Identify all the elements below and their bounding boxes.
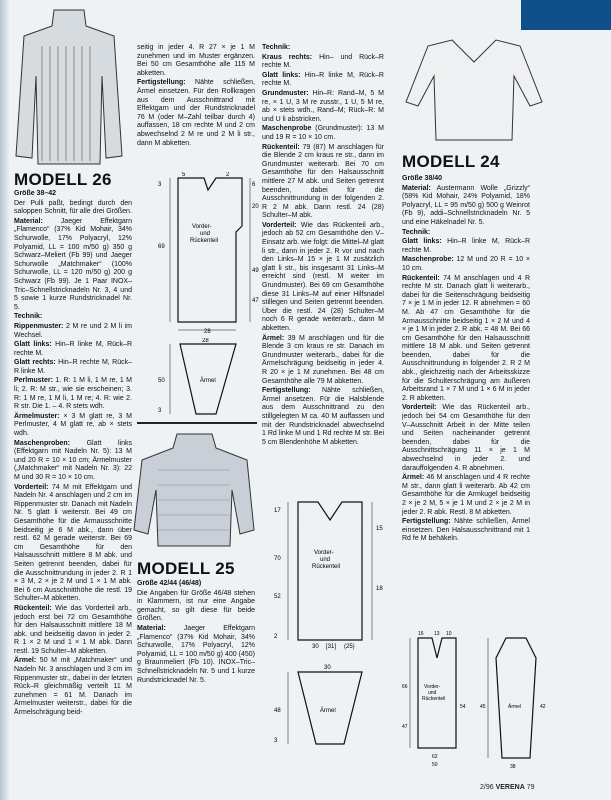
rueck-text: 74 M anschlagen und 4 R rechte M str. Danach glatt li weiterarb., dabei für die Seitenschrägung beidseitig 7 × je 1 M in jeder 12. R abnehmen = 60 M. Ab 47 cm Gesamthöhe für die Armausschnitte beidseitig 1 × 2 M und 4 × je 1 M in jeder 2. R abk. = 48 M. Bei 66 cm Gesamthöhe für den Halsausschnitt mittlere 18 M abk. und Seiten getrennt beenden, dabei für die Ausschnittrundung in folgender 2. R 2 M abk., gleichzeitig nach der Arbeitsskizze für die Schulterschrägung am äußeren Arbeitsrand 1 × 7 M und 1 × 6 M in jeder 2. R abketten. — [402, 274, 530, 402]
column-1 — [14, 190, 132, 719]
dim-w50: 50 — [432, 762, 438, 768]
material-label: Material: — [137, 624, 166, 632]
modell-25-title: MODELL 25 — [137, 559, 235, 578]
kraus-label: Kraus rechts: — [262, 53, 313, 61]
armel-muster-text: × 3 M glatt re, 3 M Perlmuster, 4 M glatt re, ab × stets wdh. — [14, 412, 132, 438]
dim-69: 69 — [158, 244, 165, 250]
kraus-text: Hin– und Rück–R rechte M. — [262, 53, 384, 70]
dim-20: 20 — [252, 204, 259, 210]
material-label: Material: — [402, 184, 431, 192]
dim-w28: 28 — [202, 338, 209, 344]
col2-text: seitig in jeder 4. R 27 × je 1 M zunehmen und im Muster ergänzen. Bei 50 cm Gesamthöhe alle 115 M abketten. — [137, 44, 255, 77]
dim-47: 47 — [252, 298, 259, 304]
sleeve-label: Ärmel — [320, 708, 336, 714]
vorder-text: Wie das Rückenteil arb., jedoch ab 52 cm Gesamthöhe den V–Einsatz arb. wie folgt: die Mittel–M glatt li str., dann in jeder 2. R vor und nach den Links–M 15 × je 1 M zusätzlich glatt li str., bis insgesamt 31 Links–M erreicht sind (restl. M weiter im Grundmuster). Bei 69 cm Gesamthöhe diese 31 Links–M auf einer Hilfsnadel stillegen und Seiten getrennt beenden. Über die restl. 24 (28) Schulter–M noch 6 R gerade weiterarb., dann M abketten. — [262, 221, 384, 332]
dim-w13: 13 — [434, 631, 440, 637]
dim-w16: 16 — [418, 631, 424, 637]
dim-h42: 42 — [540, 704, 546, 710]
material-text: Jaeger Effektgarn „Flamenco“ (37% Kid Mohair, 34% Schurwolle, 17% Polyacryl, 12% Polyamid, LL = 100 m/50 g) 400 (450) g Braunmeliert (Fb 10). INOX–Tric–Schnellstricknadeln Nr. 5 und 1 kurze Rundstricknadel Nr. 5. — [137, 624, 255, 684]
body-label-2: und — [200, 231, 211, 237]
technik-label: Technik: — [402, 228, 431, 236]
rippen-label: Rippenmuster: — [14, 322, 64, 330]
size-label: Größe 38/40 — [402, 175, 443, 182]
modell-26-sleeve-diagram — [156, 338, 260, 420]
vorder-label: Vorderteil: — [402, 404, 437, 412]
vorder-text: Wie das Rückenteil arb., jedoch bei 54 cm Gesamthöhe für den V–Ausschnitt Arbeit in der Mitte teilen und Seiten nacheinander getrennt beenden, dabei für die Ausschnittschrägung 11 × je 1 M abwechselnd in jeder 2. und darauffolgenden 4. R abnehmen. — [402, 404, 530, 472]
modell-24-body-diagram — [402, 628, 472, 778]
body-label-1: Vorder- — [192, 224, 212, 230]
glatt-rechts-text: Hin–R rechte M, Rück–R linke M. — [14, 359, 133, 375]
modell-24-sleeve-diagram — [480, 628, 552, 778]
rueck-text: 79 (87) M anschlagen für die Blende 2 cm kraus re str., dann im Grundmuster weiterarb. Bei 70 cm Gesamthöhe für den Halsausschnitt mittlere 27 M abk. und Seiten getrennt beenden, dabei für die Ausschnittrundung in der folgenden 2. R 2 M abk. Dann restl. 24 (28) Schulter–M abk. — [262, 143, 384, 220]
material-label: Material: — [14, 217, 43, 225]
body-label-1: Vorder- — [424, 684, 441, 690]
dim-3: 3 — [158, 182, 162, 188]
dim-6: 6 — [252, 182, 256, 188]
body-label-3: Rückenteil — [190, 238, 219, 244]
fertig-label: Fertigstellung: — [262, 387, 311, 395]
modell-26-title: MODELL 26 — [14, 170, 112, 189]
sleeve-label: Ärmel — [200, 378, 216, 384]
dim-w5: 5 — [182, 172, 186, 178]
fertig-label: Fertigstellung: — [137, 79, 186, 87]
rueck-label: Rückenteil: — [14, 604, 52, 612]
dim-h45: 45 — [480, 704, 486, 710]
maschen-text: (Grundmuster): 13 M und 19 R = 10 × 10 cm. — [262, 125, 384, 141]
armel-label: Ärmel: — [262, 334, 285, 342]
armel-text: 39 M anschlagen und für die Blende 3 cm kraus re str. Danach im Grundmuster weiterarb., dabei für die Ärmelschrägung beidseitig in jeder 4. R 20 × je 1 M zunehmen. Bei 48 cm Gesamthöhe alle 79 M abketten. — [262, 334, 384, 385]
perl-label: Perlmuster: — [14, 377, 53, 385]
maschen-text: 12 M und 20 R = 10 × 10 cm. — [402, 256, 530, 272]
dim-w31: [31] — [326, 644, 337, 650]
rueck-text: Wie das Vorderteil arb., jedoch erst bei 72 cm Gesamthöhe für den Halsausschnitt mittlere 18 M abk. und beidseitig davon in jeder 2. R 1 × 2 M und 1 × 1 M abk. Dann restl. 19 Schulter–M abketten. — [14, 604, 132, 655]
grund-label: Grundmuster: — [262, 89, 309, 97]
glatt-rechts-label: Glatt rechts: — [14, 359, 56, 367]
material-text: Austermann Wolle „Grizzly“ (58% Kid Mohair, 24% Polyamid, 18% Polyacryl, LL = 95 m/50 g) 500 g Weinrot (Fb 9), addi–Schnellstricknadeln Nr. 5 und eine Häkelnadel Nr. 5. — [402, 184, 531, 226]
fertig-text: Nähte schließen, Ärmel einsetzen. Für den Rollkragen aus dem Ausschnittrand mit Effektgarn und der Rundstricknadel 76 M (oder M–Zahl teilbar durch 4) auffassen, 18 cm rechte M und 2 cm abwechselnd 2 M re und 2 M li str., dann M abketten. — [137, 79, 255, 147]
modell-25-sweater-image — [132, 430, 257, 550]
material-text: Jaeger Effektgarn „Flamenco“ (37% Kid Mohair, 34% Schurwolle, 17% Polyacryl, 12% Polyamid, LL = 100 m/50 g) 350 g Schwarz–Meliert (Fb 99) und Jaeger Schurwolle „Matchmaker“ (100% Schurwolle, LL = 120 m/50 g) 200 g Schwarz (Fb 99). Je 1 Paar INOX–Tric–Schnellstricknadeln Nr. 3, 4 und 5 sowie 1 kurze Rundstricknadel Nr. 5. — [14, 217, 132, 311]
glatt-links-label: Glatt links: — [14, 341, 52, 349]
intro-text: Die Angaben für Größe 46/48 stehen in Klammern, ist nur eine Angabe gemacht, so gilt diese für beide Größen. — [137, 589, 255, 623]
fertig-text: Nähte schließen, Ärmel ansetzen. Für die Halsblende aus dem Ausschnittrand zu den stillgelegten M ca. 40 M auffassen und mit der Rundstricknadel abwechselnd 1 Rd linke M und 1 Rd rechte M str. Bei 5 cm Blendenhöhe M abketten. — [262, 387, 384, 446]
dim-2: 2 — [274, 634, 278, 640]
issue-number: 2/96 — [480, 784, 494, 791]
rippen-text: 2 M re und 2 M li im Wechsel. — [14, 322, 132, 339]
glatt-links-text: Hin–R linke M, Rück–R rechte M. — [402, 238, 530, 254]
armel-label: Ärmel: — [14, 657, 37, 665]
body-label-3: Rückenteil — [312, 564, 341, 570]
technik-label: Technik: — [14, 313, 43, 321]
dim-52: 52 — [274, 594, 281, 600]
rueck-label: Rückenteil: — [402, 274, 440, 282]
dim-w30: 30 — [312, 644, 319, 650]
modell-25-body-diagram — [268, 490, 394, 662]
armel-label: Ärmel: — [402, 474, 425, 482]
size-label: Größe 38–42 — [14, 190, 57, 197]
body-label-2: und — [320, 557, 331, 563]
dim-w38: 38 — [510, 764, 516, 770]
body-label-1: Vorder- — [314, 550, 334, 556]
modell-24-sweater-image — [402, 32, 547, 144]
maschen-label: Maschenproben: — [14, 439, 71, 447]
dim-w2: 2 — [226, 172, 230, 178]
sleeve-label: Ärmel — [508, 704, 522, 710]
page-number: 79 — [526, 784, 535, 791]
maschen-text: Glatt links (Effektgarn mit Nadeln Nr. 5): 13 M und 20 R = 10 × 10 cm; Ärmelmuster („Matchmaker“ mit Nadeln Nr. 3): 22 M und 30 R = 10 × 10 cm. — [14, 439, 132, 481]
header-color-bar — [521, 0, 611, 30]
dim-h3: 3 — [158, 408, 162, 414]
modell-26-sweater-image — [14, 6, 124, 166]
size-label: Größe 42/44 (46/48) — [137, 580, 202, 587]
column-2 — [137, 44, 255, 149]
brand-name: VERENA — [495, 784, 525, 791]
rueck-label: Rückenteil: — [262, 143, 300, 151]
dim-54: 54 — [460, 704, 466, 710]
glatt-links-label: Glatt links: — [402, 238, 442, 246]
glatt-links-text: Hin–R linke M, Rück–R rechte M. — [14, 341, 132, 357]
dim-w10: 10 — [446, 631, 452, 637]
dim-w30: 30 — [324, 665, 331, 671]
armel-muster-label: Ärmelmuster: — [14, 412, 60, 420]
section-divider — [137, 422, 257, 424]
body-label-3: Rückenteil — [422, 696, 446, 702]
column-3 — [262, 44, 384, 448]
column-2b — [137, 580, 255, 686]
vorder-label: Vorderteil: — [14, 483, 49, 491]
perl-text: 1. R: 1 M li, 1 M re, 1 M li; 2. R: M str., wie sie erscheinen; 3. R: 1 M re, 1 M li, 1 M re; 4. R: wie 2. R str. Die 1. – 4. R stets wdh. — [14, 377, 132, 411]
fertig-text: Nähte schließen, Ärmel einsetzen. Den Halsausschnittrand mit 1 Rd fe M behäkeln. — [402, 518, 530, 543]
maschen-label: Maschenprobe: — [402, 256, 454, 264]
armel-text: 50 M mit „Matchmaker“ und Nadeln Nr. 3 anschlagen und 3 cm im Rippenmuster str., dabei in der letzten Rück–R gleichmäßig verteilt 11 M zunehmen = 61 M. Danach im Ärmelmuster weiterstr., dabei für die Ärmelschrägung beid- — [14, 657, 132, 717]
dim-15: 15 — [376, 526, 383, 532]
dim-70: 70 — [274, 556, 281, 562]
dim-17: 17 — [274, 508, 281, 514]
page-spine — [0, 0, 10, 800]
glatt-links-label: Glatt links: — [262, 71, 301, 79]
dim-66: 66 — [402, 684, 408, 690]
technik-label: Technik: — [262, 44, 291, 51]
dim-47: 47 — [402, 724, 408, 730]
modell-24-title: MODELL 24 — [402, 152, 500, 171]
grund-text: Hin–R: Rand–M, 5 M re, × 1 U, 3 M re zusstr., 1 U, 5 M re, ab × stets wdh., Rand–M; Rück–R: M und U li abstricken. — [262, 89, 384, 123]
dim-w25: (25) — [344, 644, 355, 650]
column-4 — [402, 175, 530, 545]
fertig-label: Fertigstellung: — [402, 518, 451, 526]
body-label-2: und — [428, 690, 437, 696]
dim-h3: 3 — [274, 738, 278, 744]
maschen-label: Maschenprobe — [262, 125, 312, 133]
dim-h50: 50 — [158, 378, 165, 384]
dim-w62: 62 — [432, 754, 438, 760]
dim-49: 49 — [252, 268, 259, 274]
vorder-text: 74 M mit Effektgarn und Nadeln Nr. 4 anschlagen und 2 cm im Rippenmuster str. Danach mit Nadeln Nr. 5 glatt li weiterstr. Bei 49 cm Gesamthöhe für die Armausschnitte beidseitig je 6 M abk., dann über restl. 62 M gerade weiterstr. Bei 69 cm Gesamthöhe für den Halsausschnitt mittlere 8 M abk. und Seiten getrennt beenden, dabei für die Ausschnittrundung in jeder 2. R 1 × 3 M, 2 × je 2 M und 1 × 1 M abk. Bei 6 cm Ausschnitthöhe die restl. 19 Schulter–M abketten. — [14, 483, 132, 603]
intro-text: Der Pulli paßt, bedingt durch den saloppen Schnitt, für alle drei Größen. — [14, 199, 132, 216]
dim-18: 18 — [376, 586, 383, 592]
watermark: PassionForum.ru — [520, 790, 574, 797]
glatt-links-text: Hin–R linke M, Rück–R rechte M. — [262, 71, 384, 88]
modell-26-body-diagram — [156, 172, 260, 334]
vorder-label: Vorderteil: — [262, 221, 297, 229]
dim-w28: 28 — [204, 329, 211, 334]
modell-25-sleeve-diagram — [268, 662, 394, 750]
dim-h48: 48 — [274, 708, 281, 714]
armel-text: 46 M anschlagen und 4 R rechte M str., dann glatt li weiterarb. Ab 42 cm Gesamthöhe für die Armkugel beidseitig 2 × je 2 M, 5 × je 1 M und 2 × je 2 M in jeder 2. R abk. Restl. 8 M abketten. — [402, 474, 530, 516]
